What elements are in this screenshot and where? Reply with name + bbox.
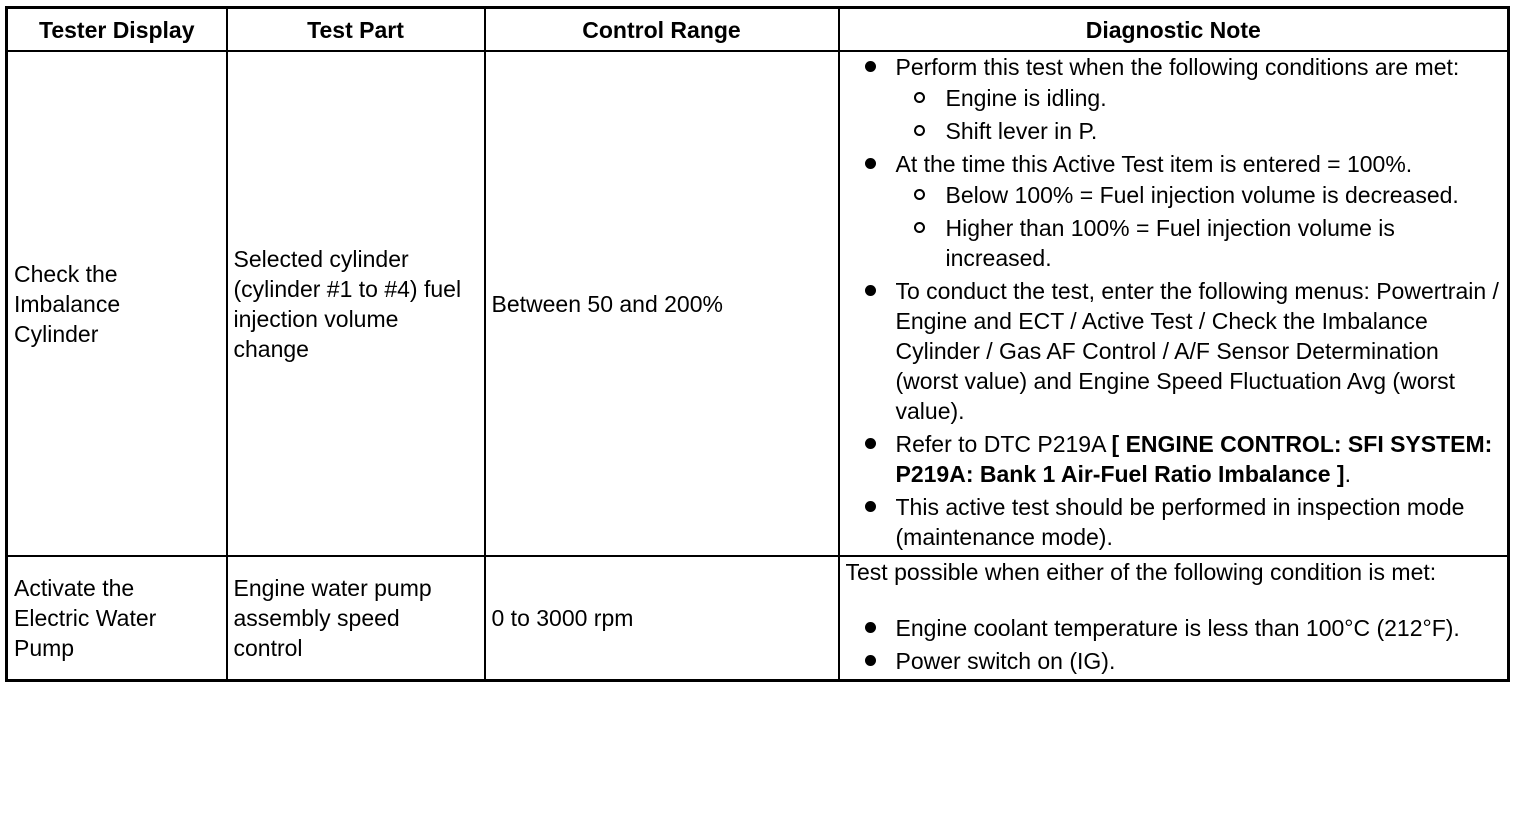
- dtc-reference-link[interactable]: [ ENGINE CONTROL: SFI SYSTEM: P219A: Bank 1 Air-Fuel Ratio Imbalance ]: [895, 431, 1493, 487]
- list-item: Engine is idling.: [896, 83, 1502, 113]
- list-item: Power switch on (IG).: [846, 646, 1502, 676]
- header-row: [7, 8, 1509, 52]
- note-text: .: [1344, 461, 1351, 487]
- list-item: Higher than 100% = Fuel injection volume is increased.: [896, 213, 1502, 273]
- test-part-cell: Selected cylinder (cylinder #1 to #4) fuel injection volume change: [227, 51, 485, 556]
- tester-display-cell: Activate the Electric Water Pump: [7, 556, 227, 681]
- note-text: Perform this test when the following conditions are met:: [895, 54, 1460, 80]
- list-item: [846, 429, 1502, 489]
- list-item: Shift lever in P.: [896, 116, 1502, 146]
- list-item: [846, 52, 1502, 146]
- header-control-range: Control Range: [485, 8, 839, 52]
- sub-list: [896, 83, 1502, 146]
- list-item: [846, 149, 1502, 273]
- list-item: Below 100% = Fuel injection volume is decreased.: [896, 180, 1502, 210]
- table-row: [7, 556, 1509, 681]
- control-range-cell: Between 50 and 200%: [485, 51, 839, 556]
- note-text: At the time this Active Test item is entered = 100%.: [895, 151, 1413, 177]
- active-test-table: [5, 6, 1510, 682]
- diagnostic-note-cell: [839, 51, 1509, 556]
- sub-list: [896, 180, 1502, 273]
- note-intro: Test possible when either of the following condition is met:: [845, 559, 1437, 585]
- list-item: This active test should be performed in inspection mode (maintenance mode).: [846, 492, 1502, 552]
- list-item: To conduct the test, enter the following menus: Powertrain / Engine and ECT / Active Test / Check the Imbalance Cylinder / Gas AF Control / A/F Sensor Determination (worst value) and Engine Speed Fluctuation Avg (worst value).: [846, 276, 1502, 426]
- header-diagnostic-note: Diagnostic Note: [839, 8, 1509, 52]
- note-list: [846, 52, 1502, 552]
- test-part-cell: Engine water pump assembly speed control: [227, 556, 485, 681]
- note-text: Refer to DTC P219A: [895, 431, 1112, 457]
- control-range-cell: 0 to 3000 rpm: [485, 556, 839, 681]
- tester-display-cell: Check the Imbalance Cylinder: [7, 51, 227, 556]
- header-tester-display: Tester Display: [7, 8, 227, 52]
- diagnostic-note-cell: [839, 556, 1509, 681]
- table-row: [7, 51, 1509, 556]
- list-item: Engine coolant temperature is less than 100°C (212°F).: [846, 613, 1502, 643]
- note-list: [846, 613, 1502, 676]
- spacer: [846, 587, 1502, 613]
- header-test-part: Test Part: [227, 8, 485, 52]
